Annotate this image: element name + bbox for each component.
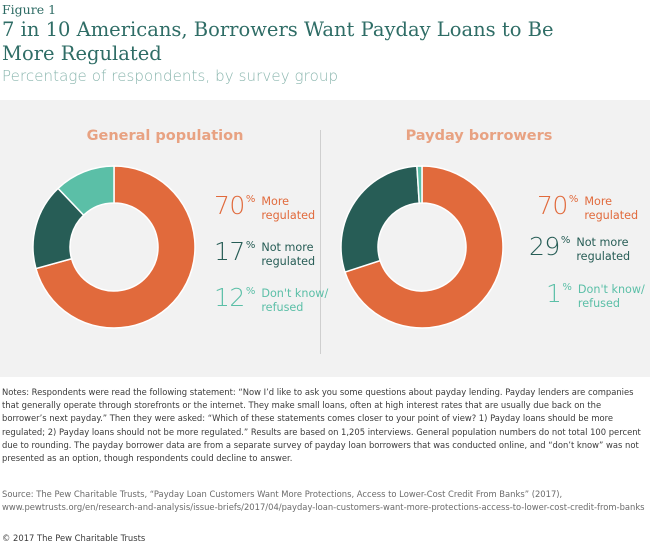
value-label: 1	[546, 279, 562, 308]
chart-title: 7 in 10 Americans, Borrowers Want Payday Loans to Be More Regulated	[2, 18, 554, 65]
value-label: 12	[214, 283, 245, 312]
legend-label: More regulated	[584, 195, 639, 222]
value-label: 70	[214, 191, 245, 220]
legend-label: Not more regulated	[576, 236, 631, 263]
value-label: 29	[529, 232, 560, 261]
legend-not-more-regulated-general	[214, 237, 316, 269]
percent-sign: %	[560, 235, 571, 246]
legend-more-regulated-general	[214, 191, 316, 223]
copyright: © 2017 The Pew Charitable Trusts	[2, 533, 146, 543]
percent-sign: %	[245, 194, 256, 205]
chart-source: Source: The Pew Charitable Trusts, “Payday Loan Customers Want More Protections, Access to Lower-Cost Credit From Banks” (2017), www.pewtrusts.org/en/research-and-analysis/issue-briefs/2017/04/payday-loan-customers-want-more-protections-access-to-lower-cost-credit-from-banks	[2, 489, 645, 513]
legend-label: Not more regulated	[261, 241, 316, 268]
percent-sign: %	[245, 286, 256, 297]
percent-sign: %	[568, 194, 579, 205]
legend-more-regulated-borrowers	[537, 191, 639, 223]
panel-title-borrowers: Payday borrowers	[405, 128, 553, 144]
chart-subtitle: Percentage of respondents, by survey group	[2, 67, 339, 85]
legend-not-more-regulated-borrowers	[529, 232, 631, 264]
panel-title-general: General population	[86, 128, 244, 144]
donut-slice-borrowers-1	[341, 166, 419, 272]
legend-label: Don't know/ refused	[261, 287, 329, 314]
legend-label: More regulated	[261, 195, 316, 222]
chart-notes: Notes: Respondents were read the following statement: “Now I’d like to ask you some questions about payday lending. Payday lenders are companies that generally operate through storefronts or the internet. They make small loans, often at high interest rates that are usually due back on the borrower’s next payday.” Then they were asked: “Which of these statements comes closer to your point of view? 1) Payday loans should be more regulated; 2) Payday loans should not be more regulated.” Results are based on 1,205 interviews. General population numbers do not total 100 percent due to rounding. The payday borrower data are from a separate survey of payday loan borrowers that was conducted online, and “don’t know” was not presented as an option, though respondents could decline to answer.	[2, 387, 641, 464]
value-label: 17	[214, 237, 245, 266]
legend-dont-know-general	[214, 283, 329, 315]
value-label: 70	[537, 191, 568, 220]
percent-sign: %	[562, 282, 572, 293]
percent-sign: %	[245, 240, 256, 251]
legend-dont-know-borrowers	[546, 279, 645, 311]
legend-label: Don't know/ refused	[577, 283, 645, 310]
figure-label: Figure 1	[2, 2, 57, 17]
